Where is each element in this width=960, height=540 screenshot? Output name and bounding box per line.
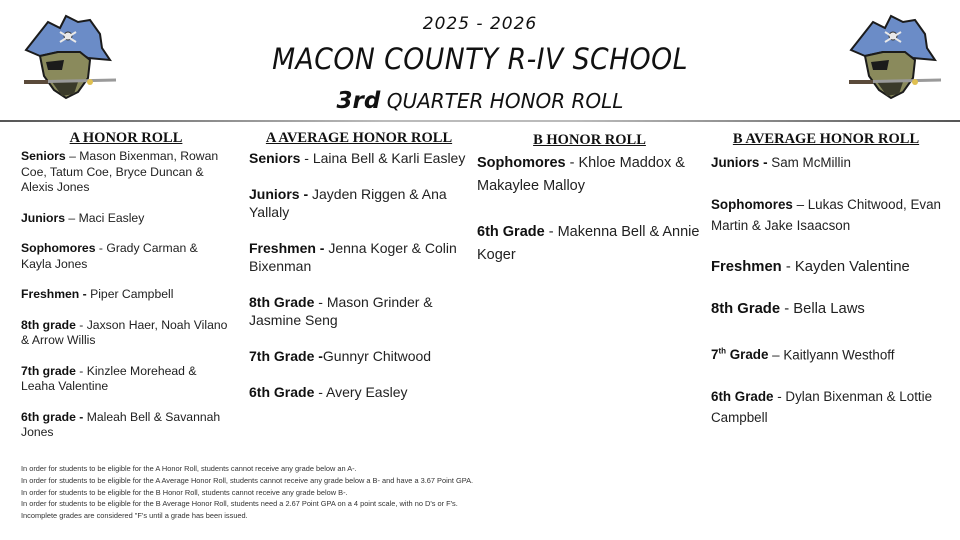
grade-label: Sophomores <box>477 155 566 171</box>
grade-label: 6th Grade <box>711 389 774 405</box>
separator: - <box>75 363 87 378</box>
honor-entry <box>21 410 231 441</box>
honor-entry <box>711 152 941 173</box>
grade-label: 7th grade <box>21 363 76 378</box>
honor-entry <box>21 287 231 303</box>
footnote: In order for students to be eligible for the B Honor Roll, students cannot receive any grade below B-. <box>21 487 348 497</box>
header-divider <box>0 120 960 122</box>
honor-entry <box>21 364 231 395</box>
grade-label: Freshmen - <box>249 240 325 256</box>
footnote: In order for students to be eligible for the A Honor Roll, students cannot receive any grade below an A-. <box>21 464 357 473</box>
honor-roll-title: QUARTER HONOR ROLL <box>386 89 624 113</box>
footnote: Incomplete grades are considered "F's until a grade has been issued. <box>21 511 248 521</box>
separator: - <box>780 301 794 317</box>
separator: - <box>314 294 327 310</box>
honor-entry <box>21 318 231 349</box>
grade-label: Seniors <box>21 149 66 163</box>
honor-entry <box>249 149 469 167</box>
separator: - <box>300 150 313 166</box>
student-names: Avery Easley <box>326 384 408 400</box>
eligibility-footnotes <box>21 463 621 522</box>
student-names: Mason Grinder & Jasmine Seng <box>249 294 433 328</box>
student-names: Maci Easley <box>78 210 145 225</box>
grade-label: 8th grade <box>21 317 76 332</box>
student-names: Grady Carman & Kayla Jones <box>21 241 198 271</box>
column-heading: A AVERAGE HONOR ROLL <box>265 130 453 146</box>
separator: - <box>781 259 795 275</box>
a-average-honor-roll-column <box>249 130 469 419</box>
student-names: Makenna Bell & Annie Koger <box>477 224 700 263</box>
grade-label: Freshmen - <box>21 287 87 301</box>
school-year: 2025 - 2026 <box>422 14 538 34</box>
honor-entry <box>249 293 469 329</box>
grade-label: Juniors - <box>711 155 768 170</box>
quarter-ordinal: 3rd <box>336 88 381 114</box>
honor-entry <box>711 257 941 278</box>
separator: – <box>65 149 80 163</box>
honor-entry <box>477 221 702 267</box>
honor-entry <box>249 383 469 401</box>
honor-entry <box>249 185 469 221</box>
grade-label: Seniors <box>249 150 301 166</box>
school-name: MACON COUNTY R-IV SCHOOL <box>272 42 688 76</box>
column-heading: B HONOR ROLL <box>533 132 646 148</box>
grade-label: Freshmen <box>711 259 782 275</box>
grade-word: Grade <box>726 347 769 363</box>
honor-entry <box>249 239 469 275</box>
separator: - <box>95 241 107 255</box>
separator: – <box>65 210 79 225</box>
column-heading: A HONOR ROLL <box>69 130 183 146</box>
grade-label <box>711 347 768 362</box>
grade-number: 7 <box>711 347 719 363</box>
grade-label: Juniors <box>21 210 66 225</box>
honor-entry <box>249 347 469 365</box>
student-names: Kinzlee Morehead & Leaha Valentine <box>21 363 197 393</box>
footnote: In order for students to be eligible for the A Average Honor Roll, students cannot receive any grade below a B- and have a 3.67 Point GPA. <box>21 475 474 485</box>
grade-label: 7th Grade - <box>249 348 323 364</box>
grade-label: Juniors - <box>249 186 309 202</box>
student-names: Jenna Koger & Colin Bixenman <box>249 240 457 274</box>
student-names: Laina Bell & Karli Easley <box>312 150 466 166</box>
grade-label: 6th Grade <box>477 224 545 240</box>
honor-entry <box>711 194 941 236</box>
separator: - <box>314 384 327 400</box>
student-names: Jaxson Haer, Noah Vilano & Arrow Willis <box>21 317 228 347</box>
honor-entry <box>21 149 231 196</box>
footnote: In order for students to be eligible for the B Average Honor Roll, students need a 2.67 Point GPA on a 4 point scale, with no D's or F's. <box>21 499 458 509</box>
honor-entry <box>711 341 941 365</box>
b-honor-roll-column <box>477 132 702 290</box>
separator: - <box>544 224 558 240</box>
grade-label: 8th Grade <box>249 294 315 310</box>
honor-entry <box>711 386 941 428</box>
honor-entry <box>21 211 231 227</box>
separator: – <box>768 347 784 363</box>
honor-entry <box>711 299 941 320</box>
separator: - <box>773 389 786 405</box>
student-names: Mason Bixenman, Rowan Coe, Tatum Coe, Bryce Duncan & Alexis Jones <box>21 149 219 194</box>
grade-label: 8th Grade <box>711 301 781 317</box>
student-names: Jayden Riggen & Ana Yallaly <box>249 186 447 220</box>
grade-label: 6th grade - <box>21 409 84 424</box>
honor-entry <box>477 152 702 198</box>
ordinal-suffix: th <box>718 347 727 356</box>
student-names: Khloe Maddox & Makaylee Malloy <box>477 155 685 194</box>
student-names: Sam McMillin <box>771 155 851 170</box>
student-names: Piper Campbell <box>90 287 174 301</box>
student-names: Gunnyr Chitwood <box>322 348 432 364</box>
grade-label: 6th Grade <box>249 384 315 400</box>
student-names: Kaitlyann Westhoff <box>783 347 895 363</box>
a-honor-roll-column <box>21 130 231 456</box>
student-names: Dylan Bixenman & Lottie Campbell <box>711 389 933 426</box>
separator: – <box>792 197 808 212</box>
separator: - <box>565 155 579 171</box>
student-names: Maleah Bell & Savannah Jones <box>21 409 221 439</box>
grade-label: Sophomores <box>711 197 793 212</box>
page-title <box>0 88 960 114</box>
student-names: Lukas Chitwood, Evan Martin & Jake Isaacson <box>711 197 941 233</box>
grade-label: Sophomores <box>21 241 96 255</box>
student-names: Kayden Valentine <box>794 259 910 275</box>
student-names: Bella Laws <box>793 301 865 317</box>
b-average-honor-roll-column <box>711 131 941 449</box>
separator: - <box>75 317 87 332</box>
honor-entry <box>21 241 231 272</box>
column-heading: B AVERAGE HONOR ROLL <box>732 131 920 147</box>
